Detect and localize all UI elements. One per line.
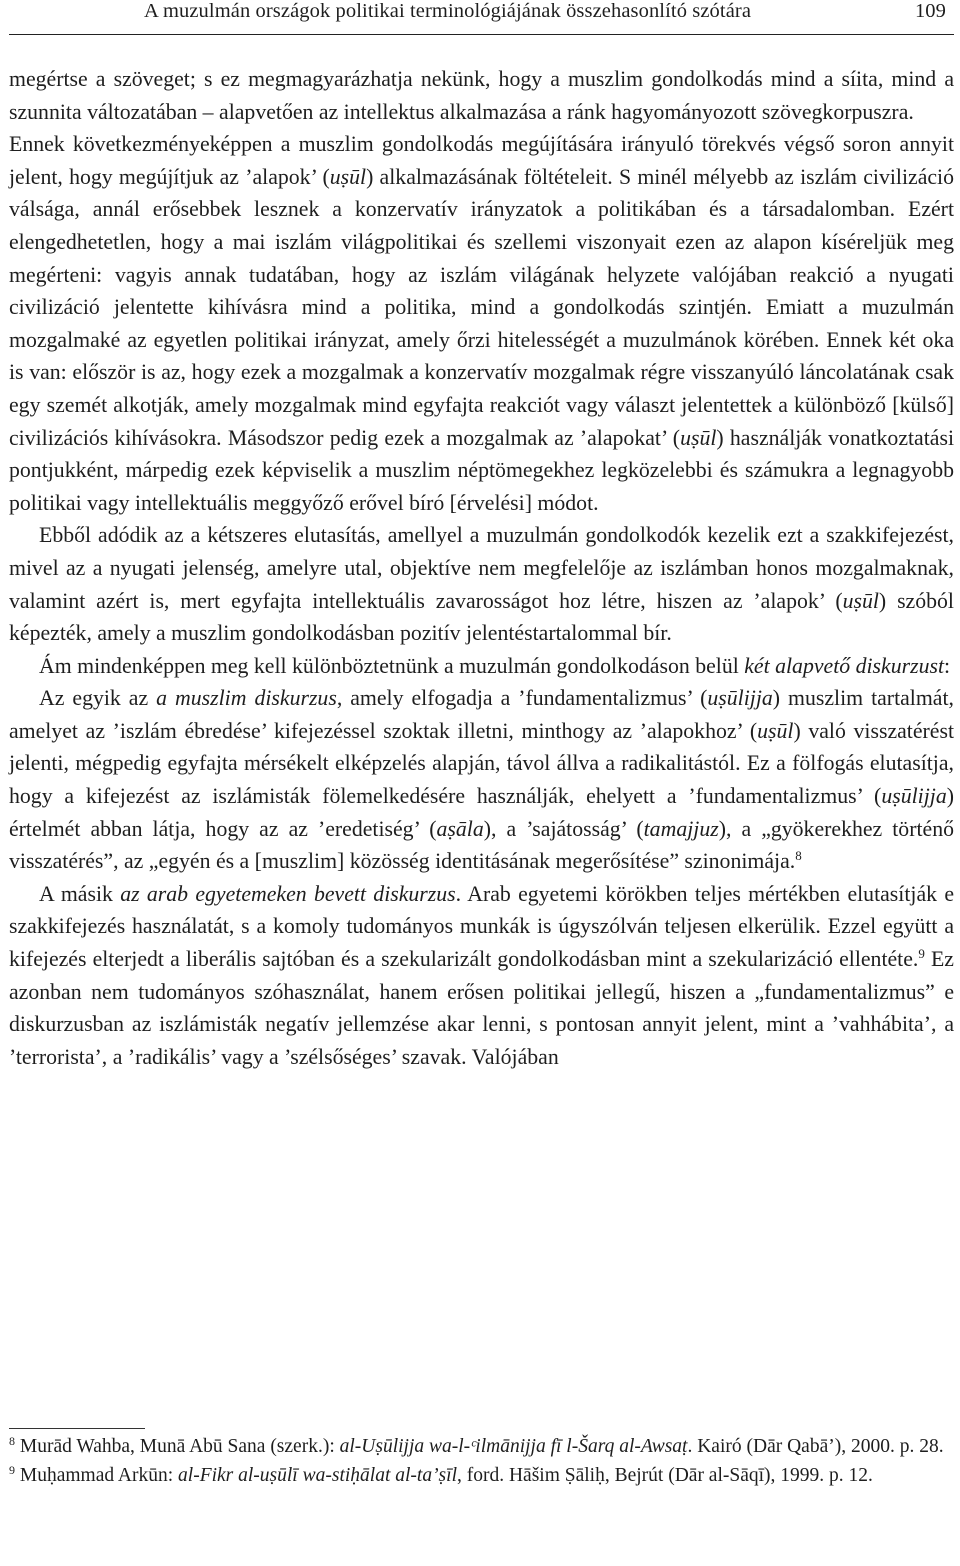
italic-term: a muszlim diskurzus <box>156 686 337 711</box>
italic-term: uṣūlijja <box>881 784 947 809</box>
footnotes <box>9 1428 954 1490</box>
text-run: ), a ’sajátosság’ ( <box>483 816 644 841</box>
running-title: A muzulmán országok politikai terminológiájának összehasonlító szótára <box>143 0 752 22</box>
text-run: ) értelmét abban látja, hogy az az ’eredetiség’ ( <box>9 784 954 841</box>
italic-term: két alapvető diskurzust <box>744 653 945 678</box>
text-run: ) való visszatérést jelenti, mégpedig egyfajta mérsékelt elképzelés alapján, távol állva a radikalitástól. Ez a fölfogás elutasítja, hogy a kifejezést az iszlámisták fölemelkedésére használják, ehelyett a ’fundamentalizmus’ ( <box>9 718 955 809</box>
footnote-9 <box>9 1461 954 1490</box>
text-run: Ennek következményeképpen a muszlim gondolkodás megújítására irányuló törekvés végső soron annyit jelent, hogy megújítjuk az ’alapok’ ( <box>9 132 954 189</box>
text-run: ) muszlim tartalmát, amelyet az ’iszlám ébredése’ kifejezéssel szoktak illetni, minthogy az ’alapokhoz’ ( <box>9 686 954 743</box>
italic-term: al-Uṣūlijja wa-l-ᶜilmānijja fī l-Šarq al-Awsaṭ <box>339 1436 688 1457</box>
footnote-8 <box>9 1432 954 1461</box>
paragraph <box>9 682 954 878</box>
text-run: Muḥammad Arkūn: <box>15 1465 179 1486</box>
footnote-ref: 9 <box>9 1463 15 1477</box>
italic-term: uṣūl <box>329 164 367 189</box>
text-run: Ebből adódik az a kétszeres elutasítás, amellyel a muzulmán gondolkodók kezelik ezt a szakkifejezést, mivel az a nyugati jelenség, amelyre utal, objektíve nem megfelelője az iszlámban honos mozgalmaknak, valamint azért is, mert egyfajta intellektuális zavarosságot hoz létre, hiszen az ’alapok’ ( <box>9 523 954 613</box>
text-run: A másik <box>39 881 121 906</box>
italic-term: az arab egyetemeken bevett diskurzus <box>120 881 456 906</box>
text-run: ) szóból képezték, amely a muszlim gondolkodásban pozitív jelentéstartalommal bír. <box>9 588 954 646</box>
text-run: Murād Wahba, Munā Abū Sana (szerk.): <box>15 1436 340 1457</box>
italic-term: tamajjuz <box>643 816 719 841</box>
paragraph <box>9 650 954 683</box>
body-text <box>9 63 954 1073</box>
italic-term: uṣūl <box>757 718 794 743</box>
text-run: : <box>944 653 951 678</box>
italic-term: aṣāla <box>436 816 484 841</box>
text-run: . Kairó (Dār Qabā’), 2000. p. 28. <box>687 1436 944 1457</box>
paragraph <box>9 63 954 128</box>
italic-term: uṣūl <box>842 588 879 613</box>
italic-term: uṣūlijja <box>707 686 773 711</box>
text-run: . Arab egyetemi körökben teljes mértékben elutasítják e szakkifejezés használatát, s a komoly tudományos munkák is úgyszólván teljesen elkerülik. Ezzel együtt a kifejezés elterjedt a liberális sajtóban és a szekularizált gondolkodásban mint a szekularizáció ellentéte. <box>9 881 954 972</box>
text-run: Ez azonban nem tudományos szóhasználat, hanem erősen politikai jellegű, hiszen a „fundamentalizmus” e diskurzusban az iszlámisták negatív jellemzése akar lenni, s pontosan annyit jelent, mint a ’vahhábita’, a ’terrorista’, a ’radikális’ vagy a ’szélsőséges’ szavak. Valójában <box>9 947 954 1069</box>
page-number: 109 <box>914 0 946 22</box>
footnote-ref: 9 <box>918 946 925 962</box>
text-run: megértse a szöveget; s ez megmagyarázhatja nekünk, hogy a muszlim gondolkodás mind a síita, mind a szunnita változatában – alapvetően az intellektus alkalmazása a ránk hagyományozott szövegkorpuszra. <box>9 67 954 124</box>
paragraph <box>9 128 954 519</box>
paragraph <box>9 519 954 649</box>
paragraph <box>9 878 954 1074</box>
text-run: Ám mindenképpen meg kell különböztetnünk a muzulmán gondolkodáson belül <box>39 653 745 678</box>
footnote-rule <box>9 1428 145 1429</box>
footnote-ref: 8 <box>795 848 802 864</box>
running-header <box>9 0 954 35</box>
text-run: ), a „gyökerekhez történő visszatérés”, az „egyén és a [muszlim] közösség identitásának megerősítése” szinonimája. <box>9 816 954 874</box>
italic-term: al-Fikr al-uṣūlī wa-stiḥālat al-ta’ṣīl <box>178 1465 457 1486</box>
text-run: , amely elfogadja a ’fundamentalizmus’ ( <box>336 686 708 711</box>
text-run: ) alkalmazásának föltételeit. S minél mélyebb az iszlám civilizáció válsága, annál erősebbek lesznek a konzervatív irányzatok a politikában és a társadalomban. Ezért elengedhetetlen, hogy a mai iszlám világpolitikai és szellemi viszonyait ezen az alapon kíséreljük meg megérteni: vagyis annak tudatában, hogy az iszlám világának helyzete valójában reakció a nyugati civilizáció jelentette kihívásra mind a politika, mind a gondolkodás szintjén. Emiatt a muzulmán mozgalmaké az egyetlen politikai irányzat, amely őrzi hitelességét a muzulmánok körében. Ennek két oka is van: először is az, hogy ezek a mozgalmak a konzervatív mozgalmak régre visszanyúló láncolatának csak egy szemét alkotják, amely mozgalmak mind egyfajta reakciót vagy választ jelentettek a különböző [külső] civilizációs kihívásokra. Másodszor pedig ezek a mozgalmak az ’alapokat’ ( <box>9 164 954 450</box>
text-run: ) használják vonatkoztatási pontjukként, márpedig ezek képviselik a muszlim néptömegekhez legközelebbi és számukra a legnagyobb politikai vagy intellektuális meggyőző erővel bíró [érvelési] módot. <box>9 425 955 515</box>
footnote-ref: 8 <box>9 1434 15 1448</box>
italic-term: uṣūl <box>680 425 717 450</box>
text-run: , ford. Hāšim Ṣāliḥ, Bejrút (Dār al-Sāqī), 1999. p. 12. <box>456 1465 873 1486</box>
text-run: Az egyik az <box>39 686 157 711</box>
